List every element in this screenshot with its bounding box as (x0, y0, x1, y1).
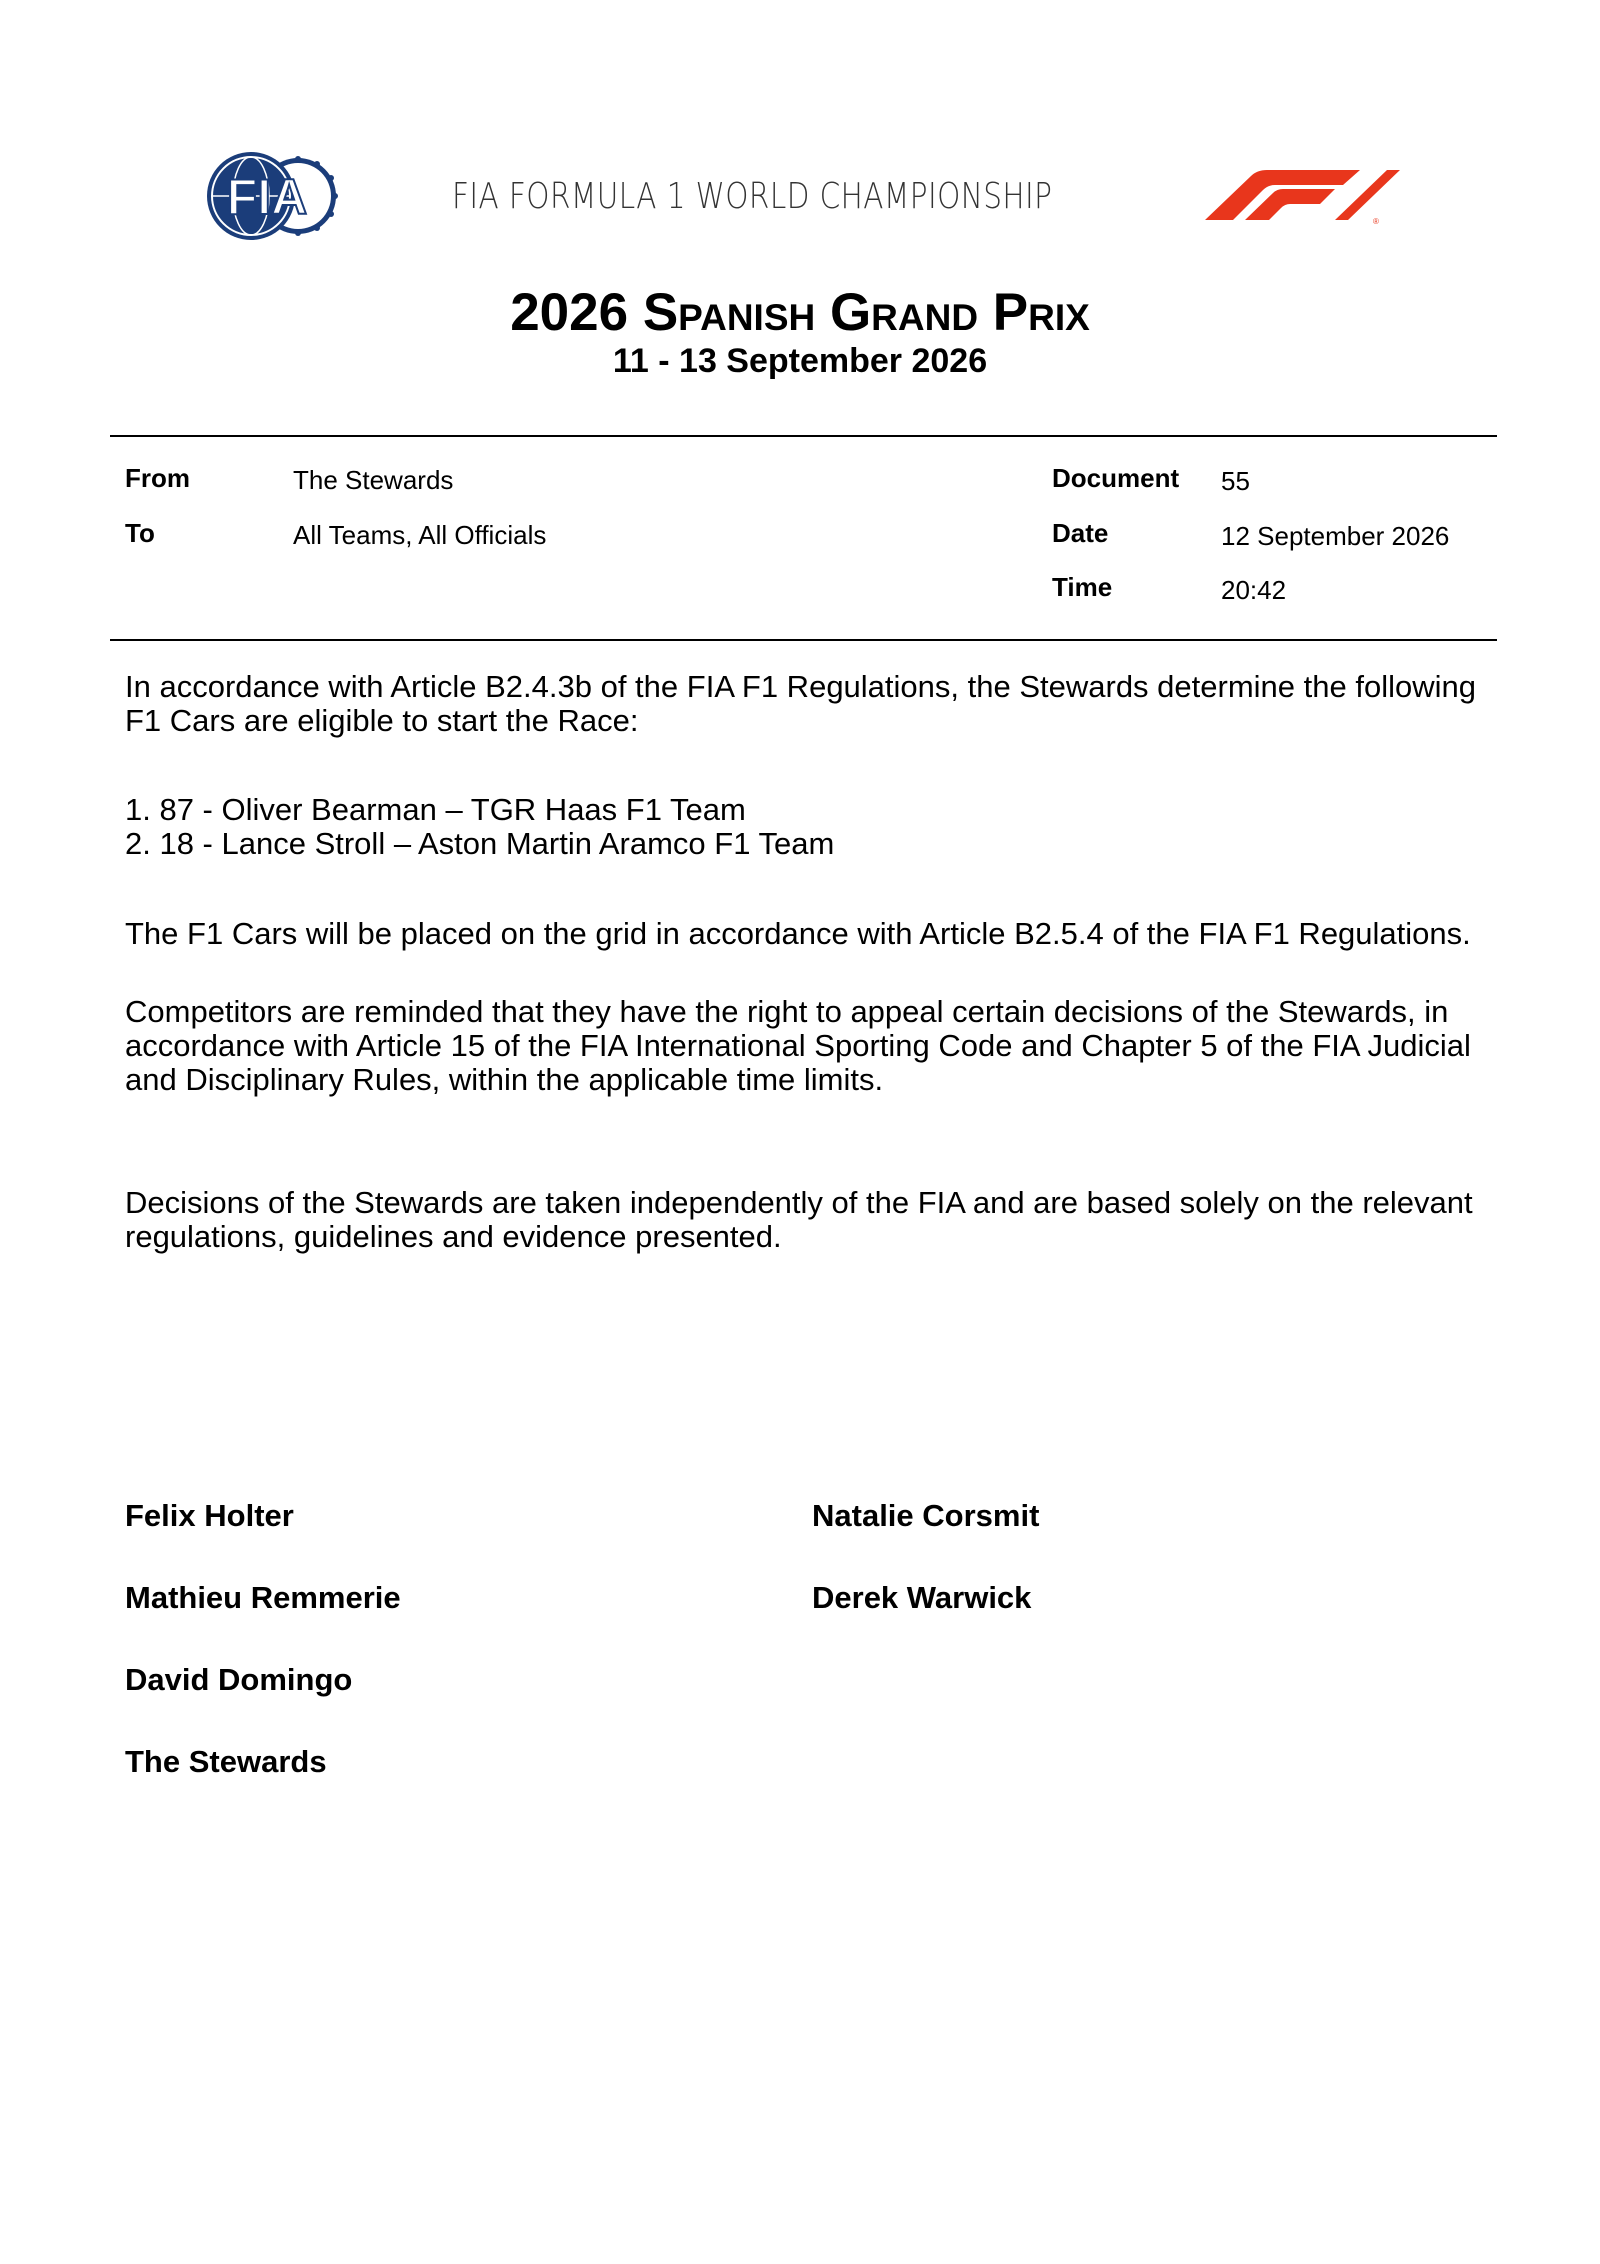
list-item: 1. 87 - Oliver Bearman – TGR Haas F1 Team (125, 792, 746, 827)
steward-name: Mathieu Remmerie (125, 1580, 401, 1615)
from-label: From (125, 463, 190, 493)
independence-line-2: regulations, guidelines and evidence presented. (125, 1219, 782, 1254)
date-label: Date (1052, 518, 1109, 548)
steward-name: David Domingo (125, 1662, 353, 1697)
to-value: All Teams, All Officials (293, 520, 547, 550)
svg-text:®: ® (1373, 217, 1379, 226)
intro-line-2: F1 Cars are eligible to start the Race: (125, 703, 639, 738)
event-title: 2026 Spanish Grand Prix (510, 283, 1090, 342)
time-value: 20:42 (1221, 575, 1287, 605)
document-label: Document (1052, 463, 1180, 493)
document-value: 55 (1221, 466, 1250, 496)
independence-line-1: Decisions of the Stewards are taken independently of the FIA and are based solely on the relevant (125, 1185, 1473, 1220)
championship-title: FIA FORMULA 1 WORLD CHAMPIONSHIP (452, 176, 1053, 217)
divider-top (110, 435, 1497, 437)
steward-name: Felix Holter (125, 1498, 294, 1533)
fia-logo (205, 150, 343, 242)
date-value: 12 September 2026 (1221, 521, 1450, 551)
list-item: 2. 18 - Lance Stroll – Aston Martin Aramco F1 Team (125, 826, 835, 861)
intro-line-1: In accordance with Article B2.4.3b of the FIA F1 Regulations, the Stewards determine the following (125, 669, 1476, 704)
fia-logo-text: FIA (226, 169, 308, 225)
divider-bottom (110, 639, 1497, 641)
appeal-line-3: and Disciplinary Rules, within the applicable time limits. (125, 1062, 884, 1097)
event-dates: 11 - 13 September 2026 (612, 342, 988, 380)
steward-name: Natalie Corsmit (812, 1498, 1040, 1533)
grid-paragraph: The F1 Cars will be placed on the grid in accordance with Article B2.5.4 of the FIA F1 Regulations. (125, 916, 1471, 951)
f1-logo (1205, 168, 1400, 226)
steward-name: Derek Warwick (812, 1580, 1032, 1615)
from-value: The Stewards (293, 465, 454, 495)
appeal-line-1: Competitors are reminded that they have the right to appeal certain decisions of the Stewards, in (125, 994, 1449, 1029)
time-label: Time (1052, 572, 1113, 602)
to-label: To (125, 518, 155, 548)
stewards-signoff: The Stewards (125, 1744, 327, 1779)
appeal-line-2: accordance with Article 15 of the FIA International Sporting Code and Chapter 5 of the FIA Judicial (125, 1028, 1471, 1063)
